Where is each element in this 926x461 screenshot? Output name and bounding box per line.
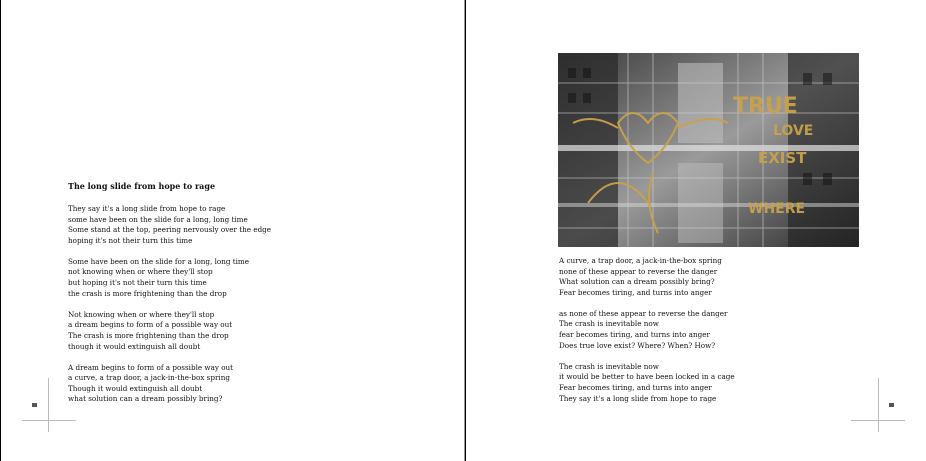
poem-line: but hoping it's not their turn this time [68, 278, 207, 288]
crop-mark [22, 420, 76, 421]
stanza-6 [559, 309, 735, 351]
stanza-3 [68, 310, 271, 352]
graffiti-photo [558, 53, 859, 247]
graffiti-word: LOVE [773, 123, 814, 139]
poem-line: Fear becomes tiring, and turns into anger [559, 382, 712, 392]
poem-line: Some stand at the top, peering nervously over the edge [68, 225, 272, 235]
page-marker-icon [889, 403, 894, 407]
poem-line: as none of these appear to reverse the danger [559, 308, 728, 318]
right-poem [559, 256, 735, 415]
poem-line: none of these appear to reverse the danger [559, 266, 718, 276]
stanza-5 [559, 256, 735, 298]
poem-line: Not knowing when or where they'll stop [68, 309, 215, 319]
poem-line: Though it would extinguish all doubt [68, 383, 203, 393]
left-poem [68, 181, 271, 416]
poem-line: it would be better to have been locked in a cage [559, 372, 735, 382]
stanza-7 [559, 362, 735, 404]
stanza-2 [68, 257, 271, 299]
crop-mark [878, 378, 879, 432]
poem-line: hoping it's not their turn this time [68, 235, 193, 245]
poem-line: Does true love exist? Where? When? How? [559, 340, 716, 350]
page-marker-icon [32, 403, 37, 407]
poem-line: some have been on the slide for a long, long time [68, 214, 248, 224]
graffiti-word: EXIST [758, 149, 807, 167]
crop-mark [48, 378, 49, 432]
poem-line: What solution can a dream possibly bring? [559, 277, 715, 287]
poem-line: They say it's a long slide from hope to rage [559, 393, 717, 403]
poem-line: a curve, a trap door, a jack-in-the-box spring [68, 373, 230, 383]
poem-line: Fear becomes tiring, and turns into anger [559, 287, 712, 297]
poem-line: the crash is more frightening than the drop [68, 288, 227, 298]
poem-line: Some have been on the slide for a long, long time [68, 256, 249, 266]
poem-line: a dream begins to form of a possible way out [68, 320, 233, 330]
poem-line: They say it's a long slide from hope to rage [68, 204, 226, 213]
poem-title: The long slide from hope to rage [68, 181, 216, 191]
poem-line: A dream begins to form of a possible way out [68, 362, 234, 372]
stanza-1 [68, 204, 271, 246]
stanza-4 [68, 363, 271, 405]
poem-line: not knowing when or where they'll stop [68, 267, 213, 277]
poem-line: what solution can a dream possibly bring? [68, 394, 223, 404]
poem-line: though it would extinguish all doubt [68, 341, 201, 351]
poem-line: A curve, a trap door, a jack-in-the-box spring [559, 256, 722, 265]
graffiti-photo-art [558, 53, 859, 247]
poem-line: The crash is inevitable now [559, 361, 659, 371]
graffiti-word: WHERE [748, 201, 806, 217]
poem-line: fear becomes tiring, and turns into anger [559, 330, 710, 340]
poem-line: The crash is more frightening than the drop [68, 330, 229, 340]
graffiti-word: TRUE [733, 94, 798, 119]
poem-line: The crash is inevitable now [559, 319, 659, 329]
